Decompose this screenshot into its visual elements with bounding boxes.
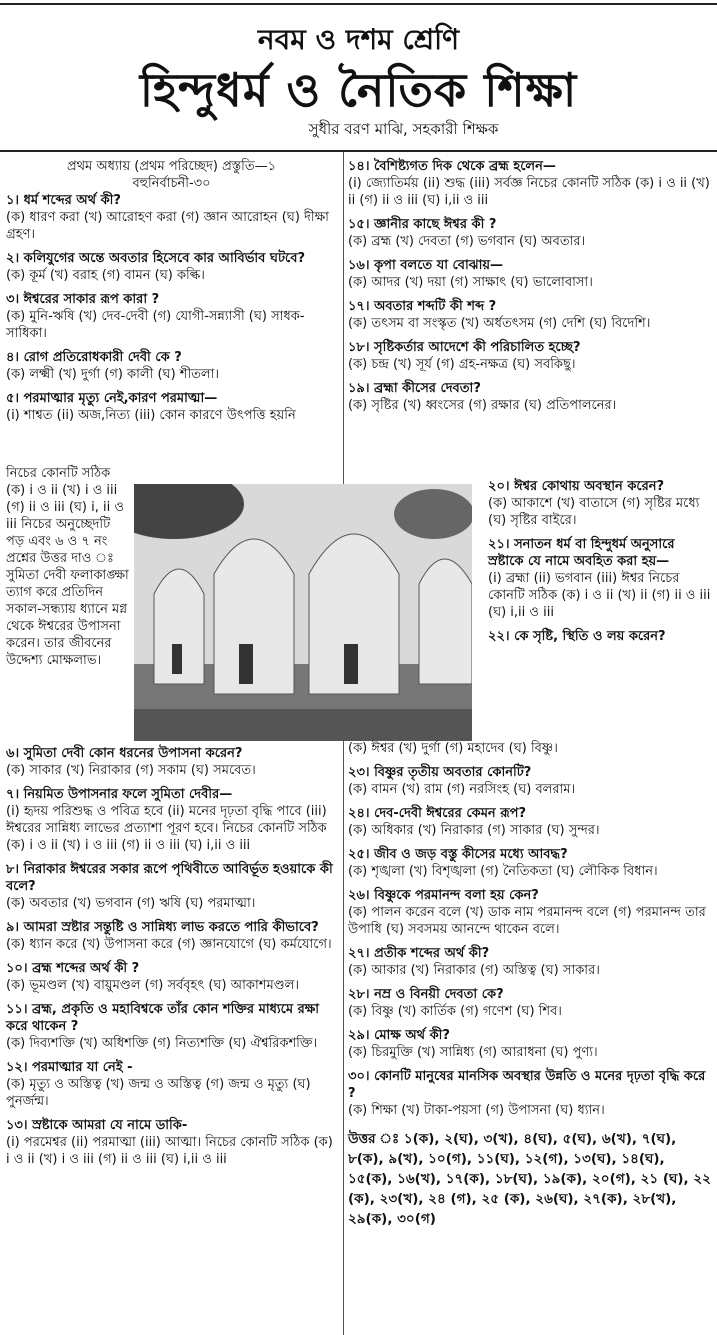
question-item — [348, 887, 712, 938]
answer-options: (i) পরমেশ্বর (ii) পরমাত্মা (iii) আত্মা। নিচের কোনটি সঠিক (ক) i ও ii (খ) i ও iii (গ) ii ও iii (ঘ) i,ii ও iii — [6, 1135, 333, 1167]
question-item — [348, 1068, 712, 1119]
answer-options: (ক) ঈশ্বর (খ) দুর্গা (গ) মহাদেব (ঘ) বিষ্ণু। — [348, 741, 558, 756]
question-text: ১৪। বৈশিষ্ট্যগত দিক থেকে ব্রহ্ম হলেন— — [348, 159, 556, 174]
header-rule — [0, 150, 717, 152]
answer-options: (ক) চন্দ্র (খ) সূর্য (গ) গ্রহ-নক্ষত্র (ঘ) সবকিছু। — [348, 357, 576, 372]
question-text: ২১। সনাতন ধর্ম বা হিন্দুধর্ম অনুসারে স্রষ্টাকে যে নামে অবহিত করা হয়— — [488, 537, 675, 569]
question-text: ১৮। সৃষ্টিকর্তার আদেশে কী পরিচালিত হচ্ছে? — [348, 340, 581, 355]
answer-options: (ক) মুনি-ঋষি (খ) দেব-দেবী (গ) যোগী-সন্ন্যাসী (ঘ) সাধক-সাধিকা। — [6, 309, 305, 341]
question-text: ২। কলিযুগের অন্তে অবতার হিসেবে কার আবির্ভাব ঘটবে? — [6, 251, 306, 266]
answer-options: (i) ব্রহ্মা (ii) ভগবান (iii) ঈশ্বর নিচের কোনটি সঠিক (ক) i ও ii (খ) ii (গ) ii ও iii (ঘ) i,ii ও iii — [488, 571, 711, 620]
question-text: ১। ধর্ম শব্দের অর্থ কী? — [6, 193, 121, 208]
question-item — [348, 805, 712, 839]
answer-options: (ক) আকার (খ) নিরাকার (গ) অস্তিত্ব (ঘ) সাকার। — [348, 963, 600, 978]
question-text: ১০। ব্রহ্ম শব্দের অর্থ কী ? — [6, 961, 140, 976]
question-text: ২৩। বিষ্ণুর তৃতীয় অবতার কোনটি? — [348, 765, 532, 780]
question-text: ১৫। জ্ঞানীর কাছে ঈশ্বর কী ? — [348, 217, 497, 232]
question-item — [348, 216, 712, 250]
question-item — [6, 1117, 337, 1168]
column-divider — [343, 152, 344, 1335]
question-text: ১১। ব্রহ্ম, প্রকৃতি ও মহাবিশ্বকে তাঁর কোন শক্তির মাধ্যমে রক্ষা করে থাকেন ? — [6, 1002, 320, 1034]
question-item — [6, 291, 337, 342]
question-item — [488, 628, 712, 645]
question-item — [488, 478, 712, 529]
question-item — [348, 339, 712, 373]
answer-options: (ক) তৎসম বা সংস্কৃত (খ) অর্ধতৎসম (গ) দেশি (ঘ) বিদেশি। — [348, 316, 651, 331]
question-item — [6, 390, 337, 424]
answer-options: (ক) ব্রহ্ম (খ) দেবতা (গ) ভগবান (ঘ) অবতার। — [348, 234, 586, 249]
question-text: ২২। কে সৃষ্টি, স্থিতি ও লয় করেন? — [488, 629, 666, 644]
author-line: সুধীর বরণ মাঝি, সহকারী শিক্ষক — [308, 120, 499, 138]
answer-options: (ক) পালন করেন বলে (খ) ডাক নাম পরমানন্দ বলে (গ) পরমানন্দ তার উপাধি (ঘ) সবসময় আনন্দে থাকেন বলে। — [348, 905, 706, 937]
question-item — [348, 945, 712, 979]
question-item — [348, 764, 712, 798]
question-item — [348, 846, 712, 880]
answer-options: (ক) আকাশে (খ) বাতাসে (গ) সৃষ্টির মধ্যে (ঘ) সৃষ্টির বাইরে। — [488, 496, 700, 528]
answer-options: (ক) সৃষ্টির (খ) ধ্বংসের (গ) রক্ষার (ঘ) প্রতিপালনের। — [348, 398, 617, 413]
answer-options: (ক) চিরমুক্তি (খ) সান্নিধ্য (গ) আরাধনা (ঘ) পুণ্য। — [348, 1045, 598, 1060]
answer-options: (ক) শিক্ষা (খ) টাকা-পয়সা (গ) উপাসনা (ঘ) ধ্যান। — [348, 1103, 605, 1118]
question-item — [6, 1059, 337, 1110]
question-text: ৭। নিয়মিত উপাসনার ফলে সুমিতা দেবীর— — [6, 787, 233, 802]
answer-options: (ক) ধ্যান করে (খ) উপাসনা করে (গ) জ্ঞানযোগে (ঘ) কর্মযোগে। — [6, 937, 332, 952]
question-text: ২৯। মোক্ষ অর্থ কী? — [348, 1028, 450, 1043]
question-text: ২৪। দেব-দেবী ঈশ্বরের কেমন রূপ? — [348, 806, 527, 821]
class-title: নবম ও দশম শ্রেণি — [257, 23, 460, 56]
subject-title: হিন্দুধর্ম ও নৈতিক শিক্ষা — [139, 63, 578, 117]
answer-options: (ক) ভূমণ্ডল (খ) বায়ুমণ্ডল (গ) সর্ববৃহৎ (ঘ) আকাশমণ্ডল। — [6, 978, 300, 993]
question-text: ৯। আমরা স্রষ্টার সন্তুষ্টি ও সান্নিধ্য লাভ করতে পারি কীভাবে? — [6, 920, 319, 935]
answer-options: (i) শাশ্বত (ii) অজ,নিত্য (iii) কোন কারণে উৎপত্তি হয়নি — [6, 408, 296, 423]
answer-options: (ক) বিষ্ণু (খ) কার্তিক (গ) গণেশ (ঘ) শিব। — [348, 1004, 562, 1019]
question-text: ৫। পরমাত্মার মৃত্যু নেই,কারণ পরমাত্মা— — [6, 391, 218, 406]
question-item — [348, 158, 712, 209]
right-lower-items — [348, 740, 712, 1119]
question-item — [6, 349, 337, 383]
right-lower-list — [348, 740, 712, 1229]
question-text: ১৭। অবতার শব্দটি কী শব্দ ? — [348, 299, 497, 314]
question-text: ১৬। কৃপা বলতে যা বোঝায়— — [348, 258, 504, 273]
question-item — [348, 986, 712, 1020]
answer-options: (ক) অবতার (খ) ভগবান (গ) ঋষি (ঘ) পরমাত্মা। — [6, 896, 256, 911]
question-item — [348, 257, 712, 291]
section-subtitle: বহুনির্বাচনী-৩০ — [132, 176, 211, 191]
question-text: ১২। পরমাত্মার যা নেই - — [6, 1060, 133, 1075]
temple-illustration — [134, 484, 472, 741]
question-item — [488, 536, 712, 621]
right-column — [348, 158, 712, 421]
answer-options: (ক) অধিকার (খ) নিরাকার (গ) সাকার (ঘ) সুন্দর। — [348, 823, 600, 838]
answer-options: (ক) সাকার (খ) নিরাকার (গ) সকাম (ঘ) সমবেত। — [6, 763, 256, 778]
answer-options: (ক) ধারণ করা (খ) আরোহণ করা (গ) জ্ঞান আরোহন (ঘ) দীক্ষা গ্রহণ। — [6, 210, 329, 242]
question-text: ২৮। নম্র ও বিনয়ী দেবতা কে? — [348, 987, 504, 1002]
question-text: ৪। রোগ প্রতিরোধকারী দেবী কে ? — [6, 350, 182, 365]
answer-options: (ক) বামন (খ) রাম (গ) নরসিংহ (ঘ) বলরাম। — [348, 782, 576, 797]
answer-options: (ক) শৃঙ্খলা (খ) বিশৃঙ্খলা (গ) নৈতিকতা (ঘ) লৌকিক বিধান। — [348, 864, 658, 879]
question-item — [6, 786, 337, 854]
section-title: প্রথম অধ্যায় (প্রথম পরিচ্ছেদ) প্রস্তুতি—১ — [66, 159, 277, 174]
answer-options: (ক) কূর্ম (খ) বরাহ (গ) বামন (ঘ) কল্কি। — [6, 268, 205, 283]
question-item — [348, 740, 712, 757]
top-rule — [0, 3, 717, 5]
question-text: ১৯। ব্রহ্মা কীসের দেবতা? — [348, 381, 481, 396]
answer-options: (ক) দিব্যশক্তি (খ) অধিশক্তি (গ) নিত্যশক্তি (ঘ) ঐশ্বরিকশক্তি। — [6, 1036, 318, 1051]
question-item — [6, 745, 337, 779]
question-text: ২৬। বিষ্ণুকে পরমানন্দ বলা হয় কেন? — [348, 888, 539, 903]
answer-key: উত্তর ঃ ১(ক), ২(ঘ), ৩(খ), ৪(ঘ), ৫(ঘ), ৬(খ), ৭(ঘ), ৮(ক), ৯(খ), ১০(গ), ১১(ঘ), ১২(গ), ১৩(ঘ), ১৪(ঘ), ১৫(ক), ১৬(খ), ১৭(ক), ১৮(ঘ), ১৯(ক), ২০(গ), ২১ (ঘ), ২২ (ক), ২৩(খ), ২৪ (গ), ২৫ (ক), ২৬(ঘ), ২৭(ক), ২৮(খ), ২৯(ক), ৩০(গ) — [348, 1131, 711, 1227]
question-item — [348, 298, 712, 332]
question-text: ২৫। জীব ও জড় বস্তু কীসের মধ্যে আবদ্ধ? — [348, 847, 568, 862]
question-item — [6, 861, 337, 912]
question-text: ২০। ঈশ্বর কোথায় অবস্থান করেন? — [488, 479, 665, 494]
question-item — [348, 380, 712, 414]
question-text: ৩। ঈশ্বরের সাকার রূপ কারা ? — [6, 292, 160, 307]
left-wrap-text: নিচের কোনটি সঠিক (ক) i ও ii (খ) i ও iii (গ) ii ও iii (ঘ) i, ii ও iii নিচের অনুচ্ছেদটি পড় এবং ৬ ও ৭ নং প্রশ্নের উত্তর দাও ঃ সুমিতা দেবী ফলাকাঙ্ক্ষা ত্যাগ করে প্রতিদিন সকাল-সন্ধ্যায় ধ্যানে মগ্ন থেকে ঈশ্বরের উপাসনা করেন। তার জীবনের উদ্দেশ্য মোক্ষলাভ। — [6, 466, 129, 668]
answer-options: (i) হৃদয় পরিশুদ্ধ ও পবিত্র হবে (ii) মনের দৃঢ়তা বৃদ্ধি পাবে (iii) ঈশ্বরের সান্নিধ্য লাভের প্রত্যাশা পূরণ হবে। নিচের কোনটি সঠিক (ক) i ও ii (খ) i ও iii (গ) ii ও iii (ঘ) i,ii ও iii — [6, 804, 327, 853]
answer-options: (ক) মৃত্যু ও অস্তিত্ব (খ) জন্ম ও অস্তিত্ব (গ) জন্ম ও মৃত্যু (ঘ) পুনর্জন্ম। — [6, 1077, 311, 1109]
question-item — [6, 919, 337, 953]
question-item — [6, 960, 337, 994]
left-column — [6, 158, 337, 431]
question-text: ১৩। স্রষ্টাকে আমরা যে নামে ডাকি- — [6, 1118, 188, 1133]
question-item — [348, 1027, 712, 1061]
question-item — [6, 192, 337, 243]
question-item — [6, 250, 337, 284]
question-text: ৬। সুমিতা দেবী কোন ধরনের উপাসনা করেন? — [6, 746, 243, 761]
question-text: ২৭। প্রতীক শব্দের অর্থ কী? — [348, 946, 490, 961]
question-text: ৮। নিরাকার ঈশ্বরের সকার রূপে পৃথিবীতে আবির্ভূত হওয়াকে কী বলে? — [6, 862, 333, 894]
answer-options: (ক) আদর (খ) দয়া (গ) সাক্ষাৎ (ঘ) ভালোবাসা। — [348, 275, 593, 290]
question-item — [6, 1001, 337, 1052]
question-text: ৩০। কোনটি মানুষের মানসিক অবস্থার উন্নতি ও মনের দৃঢ়তা বৃদ্ধি করে ? — [348, 1069, 706, 1101]
answer-options: (i) জ্যোতির্ময় (ii) শুদ্ধ (iii) সর্বজ্ঞ নিচের কোনটি সঠিক (ক) i ও ii (খ) ii (গ) ii ও iii (ঘ) i,ii ও iii — [348, 176, 710, 208]
right-question-list — [348, 158, 712, 414]
answer-options: (ক) লক্ষ্মী (খ) দুর্গা (গ) কালী (ঘ) শীতলা। — [6, 367, 220, 382]
left-question-list — [6, 192, 337, 424]
left-lower-list — [6, 745, 337, 1175]
right-wrap-list — [488, 478, 712, 652]
temple-photo — [134, 484, 472, 741]
